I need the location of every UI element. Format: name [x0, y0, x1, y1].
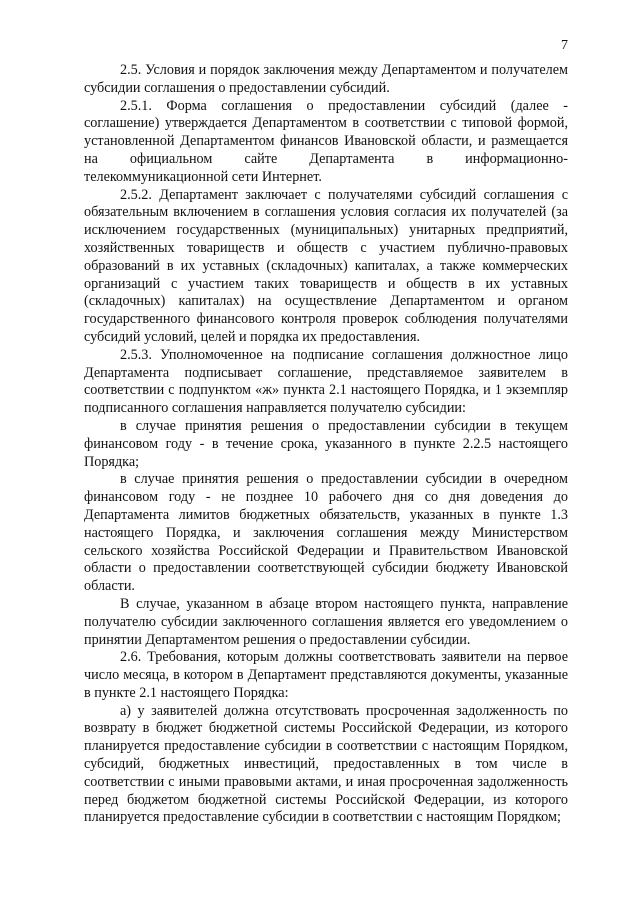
- paragraph-requirement-a: а) у заявителей должна отсутствовать просроченная задолженность по возврату в бюджет бюджетной системы Российской Федерации, из которого планируется предоставление субсидии в соответствии с настоящим Порядком, субсидий, бюджетных инвестиций, предоставленных в том числе в соответствии с иными правовыми актами, и иная просроченная задолженность перед бюджетом бюджетной системы Российской Федерации, из которого планируется предоставление субсидии в соответствии с настоящим Порядком;: [84, 702, 568, 826]
- paragraph-2-5: 2.5. Условия и порядок заключения между Департаментом и получателем субсидии соглашения о предоставлении субсидий.: [84, 62, 568, 96]
- paragraph-2-5-2: 2.5.2. Департамент заключает с получателями субсидий соглашения с обязательным включением в соглашения условия согласия их получателей (за исключением государственных (муниципальных) унитарных предприятий, хозяйственных товариществ и обществ с участием публично-правовых образований в их уставных (складочных) капиталах, а также коммерческих организаций с участием таких товариществ и обществ в их уставных (складочных) капиталах) на осуществление Департаментом и органом государственного финансового контроля проверок соблюдения получателями субсидий условий, целей и порядка их предоставления.: [84, 186, 568, 345]
- paragraph-2-5-1: 2.5.1. Форма соглашения о предоставлении субсидий (далее - соглашение) утверждается Департаментом в соответствии с типовой формой, установленной Департаментом финансов Ивановской области, и размещается на официальном сайте Департамента в информационно-телекоммуникационной сети Интернет.: [84, 97, 568, 185]
- page-number: 7: [561, 38, 568, 53]
- paragraph-next-year: в случае принятия решения о предоставлении субсидии в очередном финансовом году - не позднее 10 рабочего дня со дня доведения до Департамента лимитов бюджетных обязательств, указанных в пункте 1.3 настоящего Порядка, и заключения соглашения между Министерством сельского хозяйства Российской Федерации и Правительством Ивановской области о предоставлении соответствующей субсидии бюджету Ивановской области.: [84, 471, 568, 595]
- paragraph-notification: В случае, указанном в абзаце втором настоящего пункта, направление получателю субсидии заключенного соглашения является его уведомлением о принятии Департаментом решения о предоставлении субсидии.: [84, 595, 568, 648]
- document-body: [84, 62, 568, 827]
- paragraph-current-year: в случае принятия решения о предоставлении субсидии в текущем финансовом году - в течение срока, указанного в пункте 2.2.5 настоящего Порядка;: [84, 417, 568, 470]
- paragraph-2-6: 2.6. Требования, которым должны соответствовать заявители на первое число месяца, в котором в Департамент представляются документы, указанные в пункте 2.1 настоящего Порядка:: [84, 649, 568, 701]
- paragraph-2-5-3: 2.5.3. Уполномоченное на подписание соглашения должностное лицо Департамента подписывает соглашение, представляемое заявителем в соответствии с подпунктом «ж» пункта 2.1 настоящего Порядка, и 1 экземпляр подписанного соглашения направляется получателю субсидии:: [84, 346, 568, 417]
